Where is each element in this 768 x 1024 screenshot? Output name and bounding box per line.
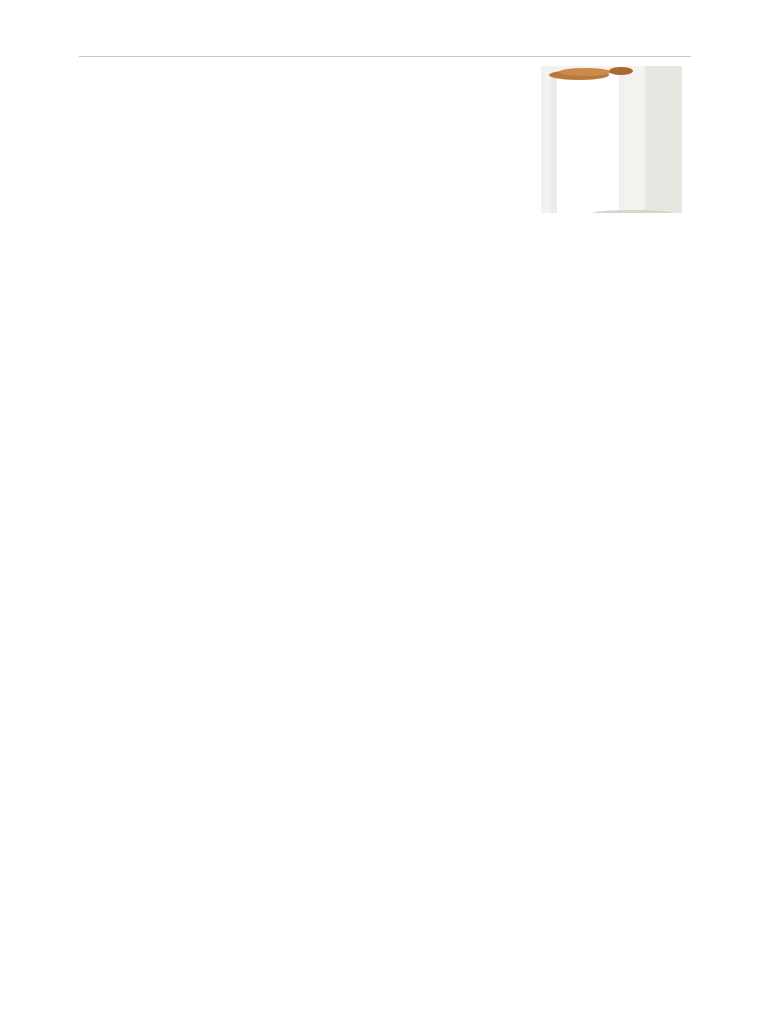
- meta-servings: [88, 234, 688, 255]
- recipe-media: [541, 66, 682, 221]
- top-divider: [79, 56, 691, 57]
- meta-author: [88, 276, 688, 297]
- recipe-photo[interactable]: [541, 66, 682, 213]
- meta-calories: [88, 255, 688, 276]
- meta-adapted-from: [88, 310, 688, 331]
